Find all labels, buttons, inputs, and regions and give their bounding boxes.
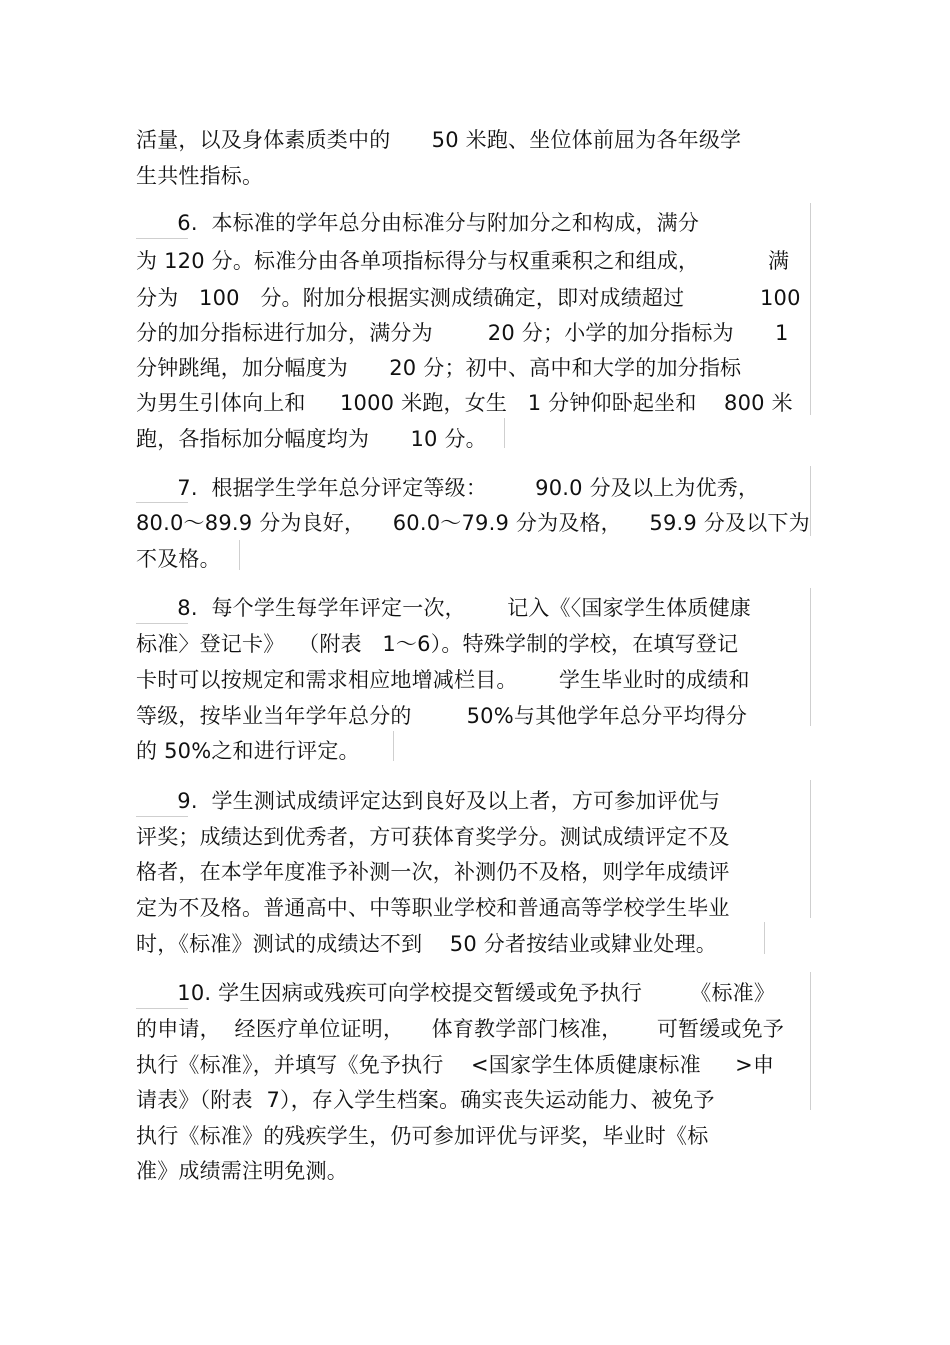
scan-border xyxy=(810,466,811,536)
paragraph-6-line: 分的加分指标进行加分，满分为 20 分；小学的加分指标为 1 xyxy=(136,321,789,345)
paragraph-9-line: 9. 学生测试成绩评定达到良好及以上者，方可参加评优与 xyxy=(136,789,721,813)
paragraph-6-line: 分钟跳绳，加分幅度为 20 分；初中、高中和大学的加分指标 xyxy=(136,356,742,380)
scan-border xyxy=(810,203,811,415)
paragraph-intro-line: 生共性指标。 xyxy=(136,164,264,188)
scan-border xyxy=(810,588,811,726)
scan-border xyxy=(810,972,811,1110)
paragraph-8-line: 等级，按毕业当年学年总分的 50%与其他学年总分平均得分 xyxy=(136,704,748,728)
paragraph-6-line: 跑，各指标加分幅度均为 10 分。 xyxy=(136,427,487,451)
paragraph-10-line: 准》成绩需注明免测。 xyxy=(136,1159,348,1183)
paragraph-10-line: 的申请， 经医疗单位证明， 体育教学部门核准， 可暂缓或免予 xyxy=(136,1017,785,1041)
paragraph-8-line: 标准〉登记卡》 （附表 1～6）。特殊学制的学校，在填写登记 xyxy=(136,632,739,656)
paragraph-8-line: 卡时可以按规定和需求相应地增减栏目。 学生毕业时的成绩和 xyxy=(136,668,750,692)
paragraph-7-line: 7. 根据学生学年总分评定等级： 90.0 分及以上为优秀， xyxy=(136,476,760,500)
scan-border xyxy=(504,418,505,448)
paragraph-6-line: 为 120 分。标准分由各单项指标得分与权重乘积之和组成， 满 xyxy=(136,249,790,273)
scan-border xyxy=(136,502,188,503)
paragraph-10-line: 执行《标准》的残疾学生，仍可参加评优与评奖，毕业时《标 xyxy=(136,1124,709,1148)
paragraph-8-line: 8. 每个学生每学年评定一次， 记入《〈国家学生体质健康 xyxy=(136,596,751,620)
scan-border xyxy=(136,238,188,239)
scan-border xyxy=(136,623,188,624)
paragraph-7-line: 80.0～89.9 分为良好， 60.0～79.9 分为及格， 59.9 分及以下为 xyxy=(136,511,810,535)
scan-border xyxy=(393,731,394,761)
paragraph-6-line: 为男生引体向上和 1000 米跑，女生 1 分钟仰卧起坐和 800 米 xyxy=(136,391,793,415)
paragraph-9-line: 时，《标准》测试的成绩达不到 50 分者按结业或肄业处理。 xyxy=(136,932,717,956)
paragraph-10-line: 请表》（附表 7），存入学生档案。确实丧失运动能力、被免予 xyxy=(136,1088,715,1112)
scan-border xyxy=(764,922,765,954)
paragraph-9-line: 评奖；成绩达到优秀者，方可获体育奖学分。测试成绩评定不及 xyxy=(136,825,730,849)
paragraph-9-line: 定为不及格。普通高中、中等职业学校和普通高等学校学生毕业 xyxy=(136,896,730,920)
paragraph-6-line: 分为 100 分。附加分根据实测成绩确定，即对成绩超过 100 xyxy=(136,286,801,310)
paragraph-7-line: 不及格。 xyxy=(136,547,221,571)
scan-border xyxy=(810,780,811,918)
paragraph-10-line: 10. 学生因病或残疾可向学校提交暂缓或免予执行 《标准》 xyxy=(136,981,776,1005)
paragraph-10-line: 执行《标准》，并填写《免予执行 <国家学生体质健康标准 >申 xyxy=(136,1053,775,1077)
paragraph-8-line: 的 50%之和进行评定。 xyxy=(136,739,360,763)
scan-border xyxy=(239,540,240,570)
paragraph-9-line: 格者，在本学年度准予补测一次，补测仍不及格，则学年成绩评 xyxy=(136,860,730,884)
paragraph-6-line: 6. 本标准的学年总分由标准分与附加分之和构成，满分 xyxy=(136,211,700,235)
scan-border xyxy=(136,816,188,817)
paragraph-intro-line: 活量，以及身体素质类中的 50 米跑、坐位体前屈为各年级学 xyxy=(136,128,742,152)
scan-border xyxy=(136,1008,188,1009)
